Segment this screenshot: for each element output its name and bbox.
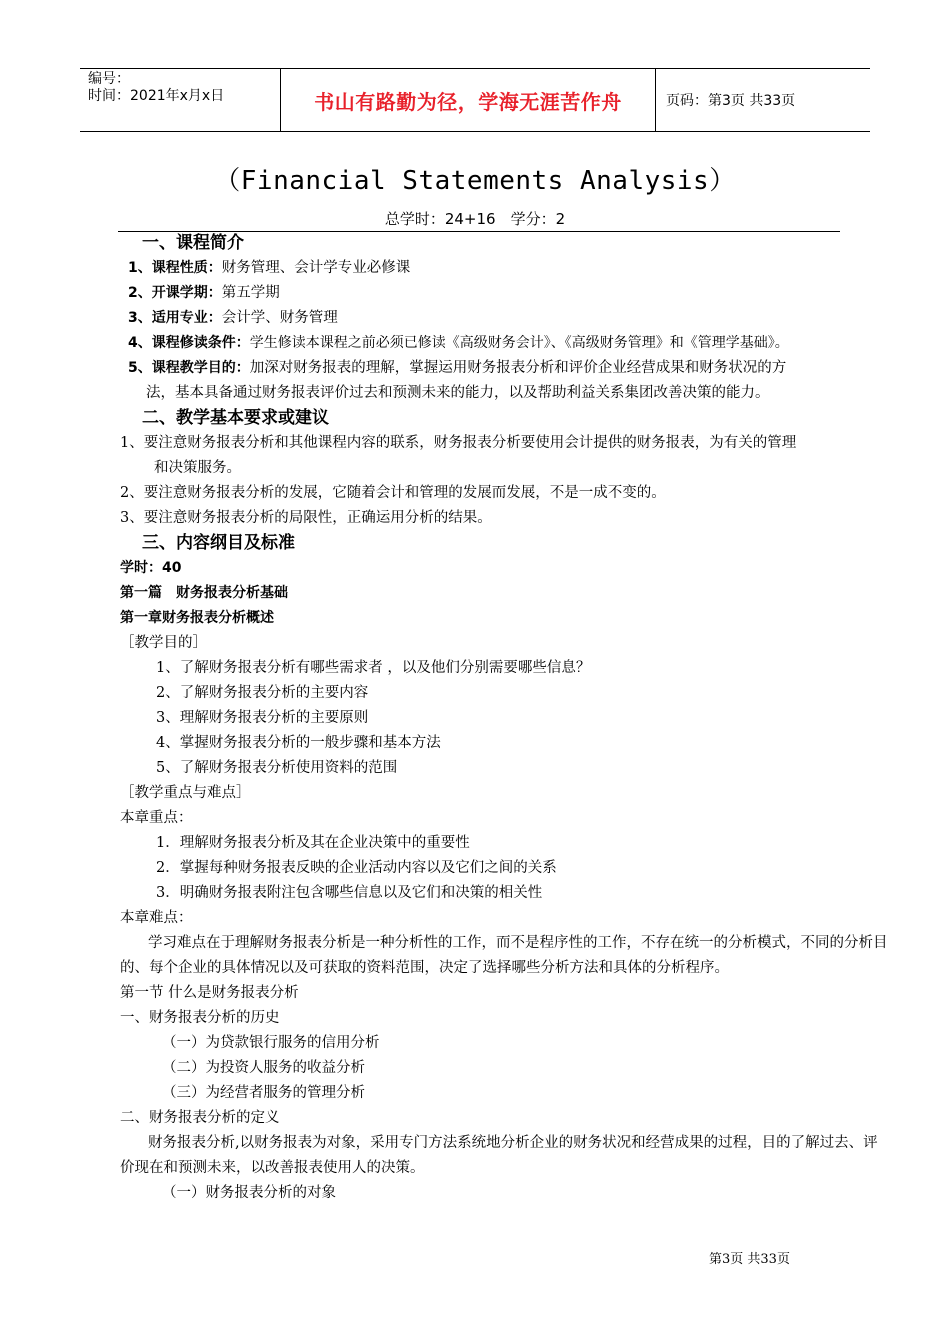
teaching-goal-item: 3、理解财务报表分析的主要原则 — [156, 710, 369, 726]
section-heading-outline: 三、内容纲目及标准 — [142, 533, 295, 553]
intro-item-2 — [120, 281, 890, 306]
header-meta — [80, 69, 280, 131]
intro-item-2-text: 第五学期 — [221, 285, 280, 301]
definition-heading: 二、财务报表分析的定义 — [120, 1110, 280, 1126]
history-heading: 一、财务报表分析的历史 — [120, 1010, 280, 1026]
intro-item-5-label: 5、课程教学目的： — [128, 360, 250, 376]
document-body — [120, 231, 890, 1206]
header-motto: 书山有路勤为径，学海无涯苦作舟 — [280, 69, 656, 131]
teaching-goal-item: 1、了解财务报表分析有哪些需求者 ，以及他们分别需要哪些信息？ — [156, 660, 591, 676]
history-item: （一）为贷款银行服务的信用分析 — [162, 1035, 380, 1051]
intro-item-1-label: 1、课程性质： — [128, 260, 222, 276]
requirement-2: 2、要注意财务报表分析的发展，它随着会计和管理的发展而发展，不是一成不变的。 — [120, 485, 666, 501]
intro-item-3-label: 3、适用专业： — [128, 310, 222, 326]
definition-paragraph: 财务报表分析,以财务报表为对象，采用专门方法系统地分析企业的财务状况和经营成果的过程，目的了解过去、评价现在和预测未来，以改善报表使用人的决策。 — [120, 1135, 878, 1176]
teaching-goal-item: 2、了解财务报表分析的主要内容 — [156, 685, 369, 701]
section-heading-intro: 一、课程简介 — [142, 233, 244, 253]
intro-item-3-text: 会计学、财务管理 — [221, 310, 338, 326]
intro-item-1 — [120, 256, 890, 281]
intro-item-5 — [120, 356, 890, 381]
key-point-item: 3．明确财务报表附注包含哪些信息以及它们和决策的相关性 — [156, 885, 543, 901]
key-point-item: 1．理解财务报表分析及其在企业决策中的重要性 — [156, 835, 470, 851]
analysis-object-heading: （一）财务报表分析的对象 — [162, 1185, 336, 1201]
intro-item-5-text: 加深对财务报表的理解，掌握运用财务报表分析和评价企业经营成果和财务状况的方 — [249, 360, 787, 376]
teaching-goals-label: ［教学目的］ — [120, 635, 207, 651]
document-subtitle: 总学时：24+16 学分：2 — [384, 210, 566, 228]
page-header — [80, 68, 870, 132]
intro-item-4-text: 学生修读本课程之前必须已修读《高级财务会计》、《高级财务管理》和《管理学基础》。 — [249, 335, 789, 351]
part-heading: 第一篇 财务报表分析基础 — [120, 585, 288, 601]
intro-item-5-continued: 法，基本具备通过财务报表评价过去和预测未来的能力，以及帮助利益关系集团改善决策的能力。 — [146, 385, 770, 401]
chapter-heading: 第一章财务报表分析概述 — [120, 610, 274, 626]
requirement-1-continued: 和决策服务。 — [154, 460, 241, 476]
intro-item-4 — [120, 331, 890, 356]
intro-item-2-label: 2、开课学期： — [128, 285, 222, 301]
teaching-goal-item: 4、掌握财务报表分析的一般步骤和基本方法 — [156, 735, 441, 751]
total-hours: 学时：40 — [120, 560, 182, 576]
difficulty-paragraph: 学习难点在于理解财务报表分析是一种分析性的工作，而不是程序性的工作，不存在统一的分析模式，不同的分析目的、每个企业的具体情况以及可获取的资料范围，决定了选择哪些分析方法和具体的分析程序。 — [120, 935, 888, 976]
section-heading-requirements: 二、教学基本要求或建议 — [142, 408, 329, 428]
difficulty-label: 本章难点： — [120, 910, 193, 926]
requirement-3: 3、要注意财务报表分析的局限性，正确运用分析的结果。 — [120, 510, 492, 526]
history-item: （二）为投资人服务的收益分析 — [162, 1060, 365, 1076]
requirement-1: 1、要注意财务报表分析和其他课程内容的联系，财务报表分析要使用会计提供的财务报表，为有关的管理 — [120, 435, 797, 451]
document-number-label: 编号： — [88, 71, 130, 87]
header-page-info: 页码：第3页 共33页 — [666, 93, 796, 109]
key-point-item: 2．掌握每种财务报表反映的企业活动内容以及它们之间的关系 — [156, 860, 557, 876]
page-footer: 第3页 共33页 — [709, 1252, 790, 1267]
history-item: （三）为经营者服务的管理分析 — [162, 1085, 365, 1101]
document-time: 时间：2021年x月x日 — [88, 88, 225, 104]
section-1-heading: 第一节 什么是财务报表分析 — [120, 985, 299, 1001]
intro-item-3 — [120, 306, 890, 331]
document-title: （Financial Statements Analysis） — [214, 166, 736, 196]
key-points-label: 本章重点： — [120, 810, 193, 826]
teaching-goal-item: 5、了解财务报表分析使用资料的范围 — [156, 760, 398, 776]
intro-item-1-text: 财务管理、会计学专业必修课 — [221, 260, 411, 276]
focus-difficulty-label: ［教学重点与难点］ — [120, 785, 251, 801]
intro-item-4-label: 4、课程修读条件： — [128, 335, 250, 351]
